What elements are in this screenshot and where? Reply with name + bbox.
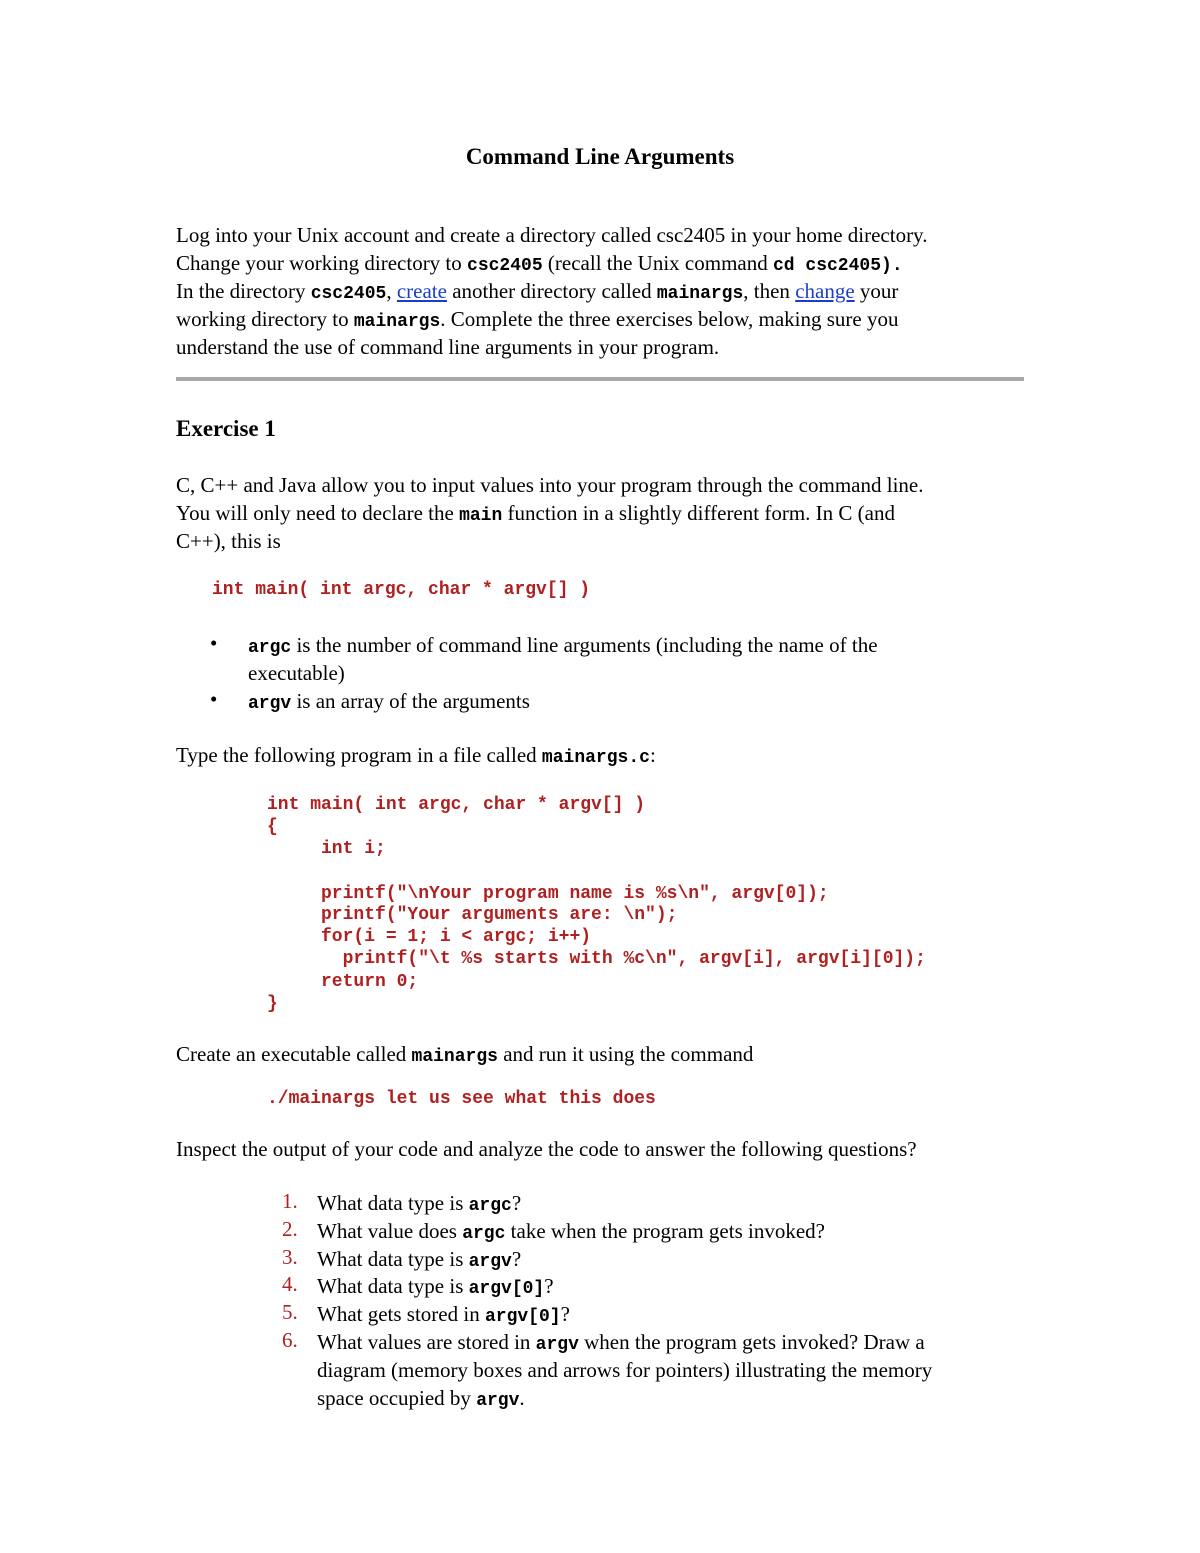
question-number: 3. <box>282 1245 298 1269</box>
run-command-code: ./mainargs let us see what this does <box>267 1089 656 1109</box>
intro-text: (recall the Unix command <box>542 251 773 275</box>
inline-code: csc2405 <box>467 256 543 276</box>
exercise-text: Create an executable called <box>176 1042 412 1066</box>
code-line: int main( int argc, char * argv[] ) <box>267 795 646 815</box>
question-text: What data type is <box>317 1274 469 1298</box>
bullet-icon: • <box>210 687 218 711</box>
inline-code: argv[0] <box>484 1307 561 1327</box>
question-text: What value does <box>317 1219 463 1243</box>
code-line: int i; <box>267 839 386 859</box>
inline-code: argc <box>248 638 292 658</box>
exercise-text: You will only need to declare the <box>176 501 460 525</box>
bullet-item-argv <box>248 687 530 718</box>
question-text: ? <box>511 1191 522 1215</box>
bullet-icon: • <box>210 631 218 655</box>
question-text: take when the program gets invoked? <box>505 1219 825 1243</box>
intro-text: In the directory <box>176 279 311 303</box>
code-line: return 0; <box>267 972 419 992</box>
question-4 <box>317 1272 554 1303</box>
question-number: 5. <box>282 1300 298 1324</box>
inline-code: argv <box>468 1252 512 1272</box>
intro-text: your <box>854 279 899 303</box>
intro-line-2 <box>176 249 903 280</box>
question-text: when the program gets invoked? Draw a <box>578 1330 925 1354</box>
question-text: ? <box>560 1302 570 1326</box>
inline-code: mainargs <box>353 312 441 332</box>
question-6-cont <box>317 1384 525 1415</box>
inline-code: cd csc2405). <box>773 256 903 276</box>
question-number: 4. <box>282 1272 298 1296</box>
exercise-text: : <box>649 743 656 767</box>
question-5 <box>317 1300 570 1331</box>
inline-code: argv <box>476 1391 520 1411</box>
question-text: . <box>519 1386 525 1410</box>
question-text: space occupied by <box>317 1386 477 1410</box>
code-line: printf("Your arguments are: \n"); <box>267 905 678 925</box>
question-number: 2. <box>282 1217 298 1241</box>
code-line: } <box>267 994 278 1014</box>
question-text: What gets stored in <box>317 1302 485 1326</box>
inline-code: mainargs.c <box>541 748 650 768</box>
intro-line-3 <box>176 277 898 308</box>
bullet-text: is an array of the arguments <box>291 689 530 713</box>
exercise-text-line: C, C++ and Java allow you to input values into your program through the command line. <box>176 473 924 497</box>
main-signature-code: int main( int argc, char * argv[] ) <box>212 580 591 600</box>
question-2 <box>317 1217 825 1248</box>
create-instruction <box>176 1040 753 1071</box>
exercise-text: and run it using the command <box>497 1042 754 1066</box>
intro-text: . Complete the three exercises below, making sure you <box>440 307 899 331</box>
inline-code: csc2405 <box>310 284 387 304</box>
type-instruction <box>176 741 656 772</box>
intro-line-5: understand the use of command line arguments in your program. <box>176 335 720 359</box>
inspect-instruction: Inspect the output of your code and analyze the code to answer the following questions? <box>176 1137 917 1161</box>
change-link[interactable]: change <box>795 279 855 303</box>
question-text: What data type is <box>317 1247 469 1271</box>
horizontal-rule <box>176 377 1024 381</box>
bullet-item-argc-cont: executable) <box>248 661 345 685</box>
question-text: ? <box>511 1247 522 1271</box>
inline-code: mainargs <box>656 284 744 304</box>
create-link[interactable]: create <box>396 279 447 303</box>
question-text: ? <box>544 1274 554 1298</box>
exercise-1-heading: Exercise 1 <box>176 416 276 441</box>
bullet-text: is the number of command line arguments (including the name of the <box>291 633 878 657</box>
question-1 <box>317 1189 521 1220</box>
question-6-cont: diagram (memory boxes and arrows for pointers) illustrating the memory <box>317 1358 933 1382</box>
question-6 <box>317 1328 925 1359</box>
code-line: printf("\t %s starts with %c\n", argv[i], argv[i][0]); <box>267 949 926 969</box>
inline-code: argc <box>468 1196 512 1216</box>
inline-code: main <box>459 506 503 526</box>
inline-code: mainargs <box>411 1047 498 1067</box>
exercise-text: function in a slightly different form. In C (and <box>502 501 895 525</box>
code-line: { <box>267 817 278 837</box>
intro-text: another directory called <box>446 279 657 303</box>
intro-text: Change your working directory to <box>176 251 468 275</box>
inline-code: argc <box>462 1224 506 1244</box>
inline-code: argv <box>248 694 292 714</box>
bullet-item-argc <box>248 631 878 662</box>
inline-code: argv[0] <box>468 1279 545 1299</box>
page-title: Command Line Arguments <box>465 144 735 169</box>
code-line: for(i = 1; i < argc; i++) <box>267 927 592 947</box>
exercise-text-line <box>176 499 895 530</box>
question-number: 1. <box>282 1189 298 1213</box>
exercise-text: Type the following program in a file called <box>176 743 542 767</box>
question-text: What values are stored in <box>317 1330 536 1354</box>
inline-code: argv <box>535 1335 579 1355</box>
code-line: printf("\nYour program name is %s\n", argv[0]); <box>267 884 829 904</box>
intro-text: , then <box>743 279 796 303</box>
intro-line-1: Log into your Unix account and create a directory called csc2405 in your home directory. <box>176 223 928 247</box>
intro-text: working directory to <box>176 307 354 331</box>
intro-text: , <box>386 279 397 303</box>
question-number: 6. <box>282 1328 298 1352</box>
intro-line-4 <box>176 305 898 336</box>
exercise-text-line: C++), this is <box>176 529 281 553</box>
question-text: What data type is <box>317 1191 469 1215</box>
